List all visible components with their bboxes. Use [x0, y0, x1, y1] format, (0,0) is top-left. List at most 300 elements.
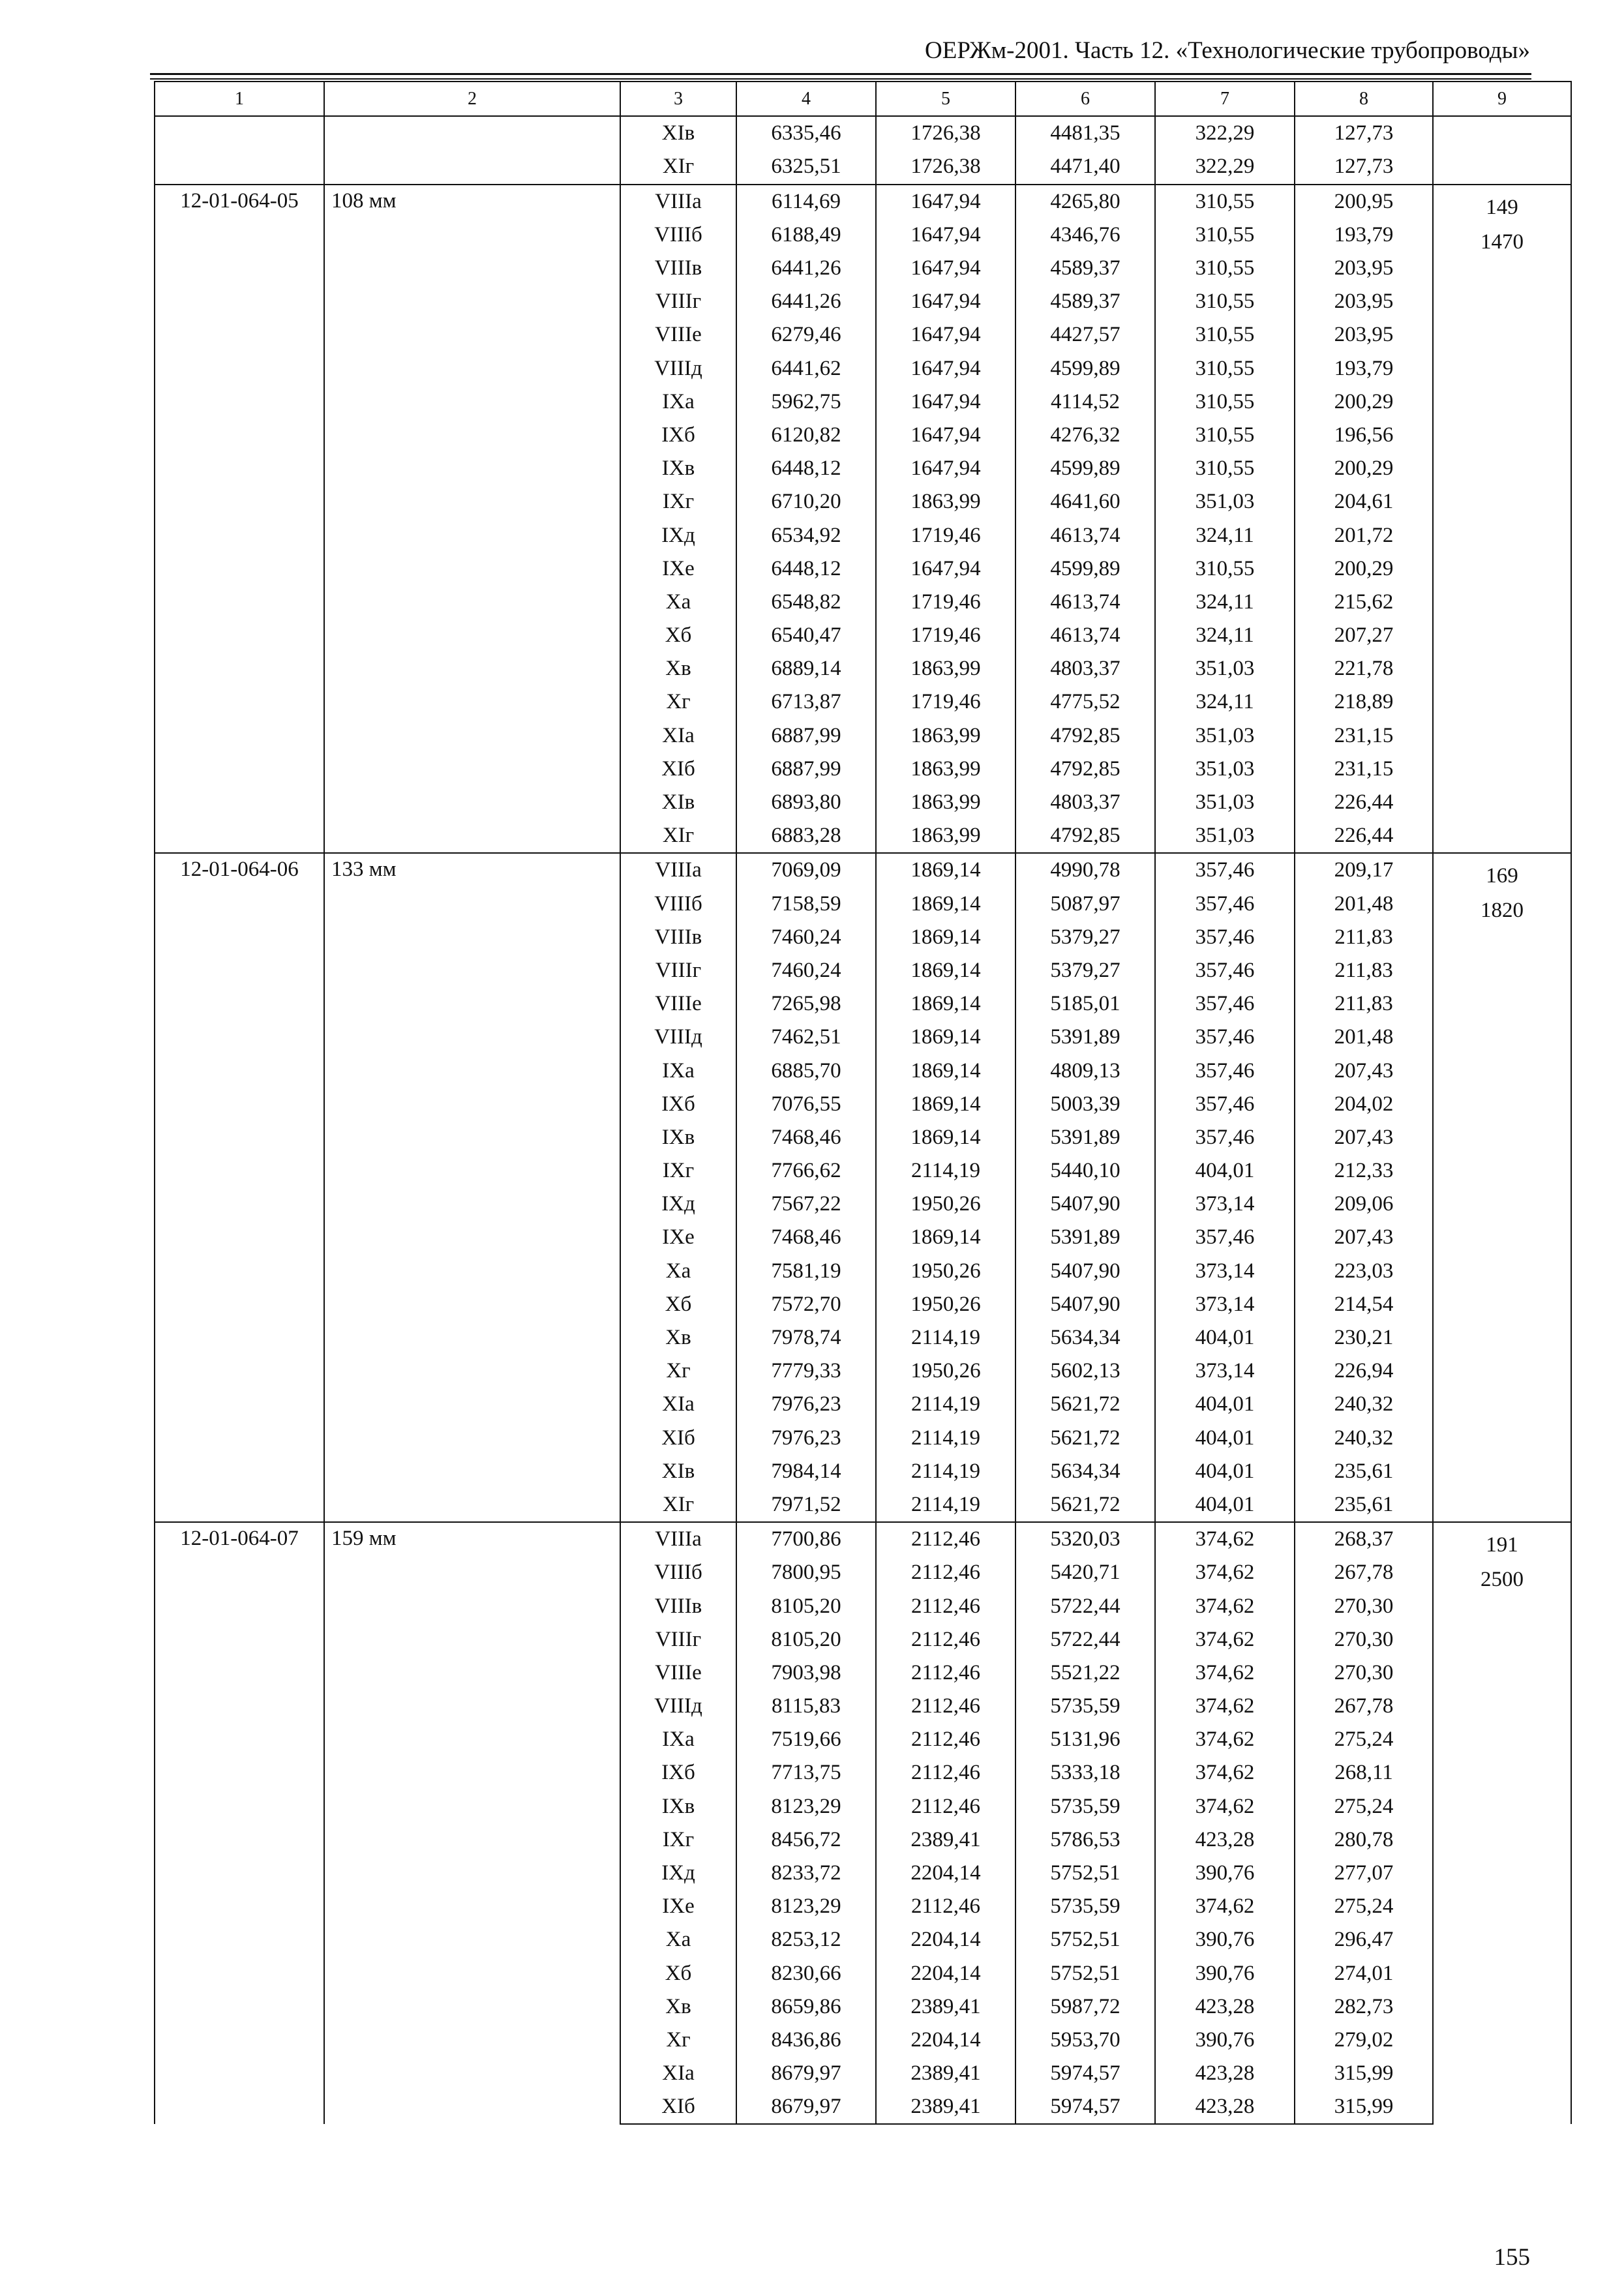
materials-cost: 223,03	[1295, 1255, 1433, 1288]
operator-wages: 404,01	[1155, 1422, 1295, 1455]
materials-cost: 270,30	[1295, 1656, 1433, 1690]
labor-wages: 1869,14	[876, 987, 1015, 1021]
column-number-row	[155, 82, 1571, 116]
materials-cost: 201,48	[1295, 1021, 1433, 1054]
pipe-category: IXб	[620, 1088, 736, 1121]
machine-costs: 5420,71	[1015, 1556, 1155, 1589]
materials-cost: 200,29	[1295, 385, 1433, 419]
labor-wages: 1647,94	[876, 552, 1015, 586]
machine-costs: 5974,57	[1015, 2057, 1155, 2090]
operator-wages: 374,62	[1155, 1890, 1295, 1923]
operator-wages: 423,28	[1155, 2090, 1295, 2124]
direct-costs: 7462,51	[736, 1021, 876, 1054]
labor-wages: 2204,14	[876, 1957, 1015, 1990]
page-header-title: ОЕРЖм-2001. Часть 12. «Технологические трубопроводы»	[925, 37, 1530, 64]
materials-cost: 240,32	[1295, 1422, 1433, 1455]
labor-wages: 1863,99	[876, 485, 1015, 518]
pipe-category: IXе	[620, 1221, 736, 1254]
operator-wages: 374,62	[1155, 1723, 1295, 1756]
machine-costs: 4599,89	[1015, 552, 1155, 586]
machine-costs: 4792,85	[1015, 753, 1155, 786]
direct-costs: 8123,29	[736, 1790, 876, 1823]
operator-wages: 310,55	[1155, 252, 1295, 285]
col-number: 8	[1295, 82, 1433, 116]
machine-costs: 5953,70	[1015, 2024, 1155, 2057]
operator-wages: 423,28	[1155, 2057, 1295, 2090]
pipe-category: VIIIв	[620, 1589, 736, 1623]
operator-wages: 374,62	[1155, 1623, 1295, 1656]
labor-wages: 2112,46	[876, 1723, 1015, 1756]
col-number: 1	[155, 82, 324, 116]
materials-cost: 315,99	[1295, 2057, 1433, 2090]
direct-costs: 6713,87	[736, 685, 876, 719]
operator-wages: 310,55	[1155, 419, 1295, 452]
operator-wages: 310,55	[1155, 452, 1295, 485]
labor-wages: 2112,46	[876, 1690, 1015, 1723]
machine-costs: 4775,52	[1015, 685, 1155, 719]
pipe-category: Xа	[620, 1255, 736, 1288]
pipe-diameter: 108 мм	[324, 185, 620, 854]
labor-wages: 2389,41	[876, 2057, 1015, 2090]
materials-cost: 207,43	[1295, 1121, 1433, 1154]
materials-cost: 231,15	[1295, 719, 1433, 753]
materials-cost: 226,44	[1295, 786, 1433, 819]
labor-wages: 2114,19	[876, 1488, 1015, 1522]
labor-wages: 2112,46	[876, 1522, 1015, 1556]
direct-costs: 6883,28	[736, 819, 876, 853]
operator-wages: 374,62	[1155, 1556, 1295, 1589]
direct-costs: 8679,97	[736, 2090, 876, 2124]
direct-costs: 7800,95	[736, 1556, 876, 1589]
pipe-category: XIб	[620, 2090, 736, 2124]
resource-norm-value: 2500	[1481, 1568, 1524, 1592]
machine-costs: 4599,89	[1015, 452, 1155, 485]
pipe-category: Xг	[620, 1354, 736, 1388]
labor-wages: 1719,46	[876, 586, 1015, 619]
header-rule	[150, 73, 1531, 75]
materials-cost: 226,44	[1295, 819, 1433, 853]
pipe-diameter-empty	[324, 116, 620, 184]
labor-wages: 1869,14	[876, 853, 1015, 887]
pipe-category: XIг	[620, 819, 736, 853]
pipe-category: Xб	[620, 1957, 736, 1990]
machine-costs: 4589,37	[1015, 285, 1155, 318]
operator-wages: 374,62	[1155, 1656, 1295, 1690]
operator-wages: 373,14	[1155, 1188, 1295, 1221]
pipe-category: VIIIб	[620, 218, 736, 252]
operator-wages: 310,55	[1155, 385, 1295, 419]
direct-costs: 7700,86	[736, 1522, 876, 1556]
pipe-category: VIIIе	[620, 318, 736, 352]
operator-wages: 374,62	[1155, 1522, 1295, 1556]
pipe-category: Xг	[620, 685, 736, 719]
table-body	[155, 82, 1571, 2124]
machine-costs: 5407,90	[1015, 1255, 1155, 1288]
machine-costs: 5379,27	[1015, 921, 1155, 954]
machine-costs: 5752,51	[1015, 1923, 1155, 1956]
materials-cost: 203,95	[1295, 285, 1433, 318]
labor-wages: 1869,14	[876, 1221, 1015, 1254]
direct-costs: 6887,99	[736, 753, 876, 786]
operator-wages: 374,62	[1155, 1790, 1295, 1823]
direct-costs: 7468,46	[736, 1121, 876, 1154]
labor-wages: 1863,99	[876, 819, 1015, 853]
pipe-category: VIIIг	[620, 1623, 736, 1656]
pipe-category: Xг	[620, 2024, 736, 2057]
labor-wages: 1863,99	[876, 652, 1015, 685]
labor-wages: 1869,14	[876, 1088, 1015, 1121]
machine-costs: 4276,32	[1015, 419, 1155, 452]
labor-wages: 2204,14	[876, 2024, 1015, 2057]
direct-costs: 7971,52	[736, 1488, 876, 1522]
operator-wages: 390,76	[1155, 1957, 1295, 1990]
col-number: 6	[1015, 82, 1155, 116]
machine-costs: 5752,51	[1015, 1957, 1155, 1990]
materials-cost: 203,95	[1295, 318, 1433, 352]
materials-cost: 207,43	[1295, 1054, 1433, 1087]
labor-wages: 1647,94	[876, 285, 1015, 318]
materials-cost: 221,78	[1295, 652, 1433, 685]
machine-costs: 5440,10	[1015, 1154, 1155, 1188]
machine-costs: 5621,72	[1015, 1488, 1155, 1522]
labor-wages: 2112,46	[876, 1556, 1015, 1589]
pipe-category: XIа	[620, 1388, 736, 1421]
pipe-category: IXв	[620, 452, 736, 485]
direct-costs: 6441,26	[736, 252, 876, 285]
materials-cost: 211,83	[1295, 921, 1433, 954]
labor-wages: 1726,38	[876, 150, 1015, 184]
machine-costs: 5379,27	[1015, 954, 1155, 987]
operator-wages: 351,03	[1155, 786, 1295, 819]
direct-costs: 6540,47	[736, 619, 876, 652]
materials-cost: 267,78	[1295, 1556, 1433, 1589]
materials-cost: 226,94	[1295, 1354, 1433, 1388]
operator-wages: 357,46	[1155, 1088, 1295, 1121]
materials-cost: 211,83	[1295, 987, 1433, 1021]
direct-costs: 6889,14	[736, 652, 876, 685]
operator-wages: 357,46	[1155, 1121, 1295, 1154]
resource-norm-value: 169	[1486, 864, 1518, 888]
materials-cost: 200,29	[1295, 552, 1433, 586]
operator-wages: 310,55	[1155, 318, 1295, 352]
pipe-category: VIIIе	[620, 987, 736, 1021]
labor-wages: 1869,14	[876, 954, 1015, 987]
col-number: 3	[620, 82, 736, 116]
pipe-category: IXв	[620, 1121, 736, 1154]
machine-costs: 4809,13	[1015, 1054, 1155, 1087]
operator-wages: 374,62	[1155, 1690, 1295, 1723]
pipe-category: IXб	[620, 419, 736, 452]
operator-wages: 357,46	[1155, 1221, 1295, 1254]
operator-wages: 324,11	[1155, 518, 1295, 552]
labor-wages: 1950,26	[876, 1255, 1015, 1288]
machine-costs: 5131,96	[1015, 1723, 1155, 1756]
direct-costs: 6548,82	[736, 586, 876, 619]
col-number: 4	[736, 82, 876, 116]
labor-wages: 2389,41	[876, 2090, 1015, 2124]
labor-wages: 1647,94	[876, 452, 1015, 485]
labor-wages: 1863,99	[876, 719, 1015, 753]
pipe-category: VIIIб	[620, 888, 736, 921]
materials-cost: 230,21	[1295, 1321, 1433, 1354]
materials-cost: 204,02	[1295, 1088, 1433, 1121]
pipe-category: XIа	[620, 719, 736, 753]
direct-costs: 6279,46	[736, 318, 876, 352]
table-row	[155, 853, 1571, 887]
operator-wages: 373,14	[1155, 1288, 1295, 1321]
machine-costs: 5185,01	[1015, 987, 1155, 1021]
materials-cost: 214,54	[1295, 1288, 1433, 1321]
operator-wages: 404,01	[1155, 1154, 1295, 1188]
pipe-category: XIв	[620, 116, 736, 150]
direct-costs: 8105,20	[736, 1623, 876, 1656]
direct-costs: 6441,62	[736, 352, 876, 385]
machine-costs: 4613,74	[1015, 518, 1155, 552]
operator-wages: 404,01	[1155, 1321, 1295, 1354]
materials-cost: 201,48	[1295, 888, 1433, 921]
pipe-category: XIв	[620, 1455, 736, 1488]
direct-costs: 7713,75	[736, 1756, 876, 1789]
materials-cost: 235,61	[1295, 1488, 1433, 1522]
pipe-category: VIIIг	[620, 954, 736, 987]
machine-costs: 5722,44	[1015, 1589, 1155, 1623]
labor-wages: 2204,14	[876, 1923, 1015, 1956]
pipe-category: VIIIд	[620, 1690, 736, 1723]
operator-wages: 357,46	[1155, 1021, 1295, 1054]
machine-costs: 5320,03	[1015, 1522, 1155, 1556]
labor-wages: 2389,41	[876, 1990, 1015, 2024]
operator-wages: 390,76	[1155, 1857, 1295, 1890]
direct-costs: 7158,59	[736, 888, 876, 921]
pipe-category: XIг	[620, 150, 736, 184]
labor-wages: 2112,46	[876, 1656, 1015, 1690]
machine-costs: 4427,57	[1015, 318, 1155, 352]
pipe-category: XIб	[620, 1422, 736, 1455]
machine-costs: 4599,89	[1015, 352, 1155, 385]
direct-costs: 7779,33	[736, 1354, 876, 1388]
materials-cost: 200,95	[1295, 185, 1433, 218]
pipe-category: IXа	[620, 385, 736, 419]
machine-costs: 5602,13	[1015, 1354, 1155, 1388]
operator-wages: 310,55	[1155, 352, 1295, 385]
pipe-category: XIа	[620, 2057, 736, 2090]
materials-cost: 218,89	[1295, 685, 1433, 719]
machine-costs: 5722,44	[1015, 1623, 1155, 1656]
machine-costs: 5786,53	[1015, 1823, 1155, 1857]
machine-costs: 5391,89	[1015, 1121, 1155, 1154]
labor-wages: 2112,46	[876, 1790, 1015, 1823]
direct-costs: 8115,83	[736, 1690, 876, 1723]
pipe-category: IXв	[620, 1790, 736, 1823]
direct-costs: 6325,51	[736, 150, 876, 184]
direct-costs: 7572,70	[736, 1288, 876, 1321]
pipe-category: IXе	[620, 1890, 736, 1923]
col-number: 9	[1433, 82, 1571, 116]
materials-cost: 280,78	[1295, 1823, 1433, 1857]
direct-costs: 7519,66	[736, 1723, 876, 1756]
machine-costs: 4114,52	[1015, 385, 1155, 419]
materials-cost: 296,47	[1295, 1923, 1433, 1956]
labor-wages: 1647,94	[876, 252, 1015, 285]
operator-wages: 423,28	[1155, 1823, 1295, 1857]
machine-costs: 4346,76	[1015, 218, 1155, 252]
operator-wages: 322,29	[1155, 150, 1295, 184]
pipe-category: Xб	[620, 1288, 736, 1321]
operator-wages: 351,03	[1155, 753, 1295, 786]
materials-cost: 275,24	[1295, 1890, 1433, 1923]
materials-cost: 215,62	[1295, 586, 1433, 619]
operator-wages: 324,11	[1155, 685, 1295, 719]
operator-wages: 374,62	[1155, 1756, 1295, 1789]
direct-costs: 7976,23	[736, 1422, 876, 1455]
materials-cost: 193,79	[1295, 218, 1433, 252]
pipe-category: IXе	[620, 552, 736, 586]
pipe-category: XIб	[620, 753, 736, 786]
operator-wages: 374,62	[1155, 1589, 1295, 1623]
direct-costs: 6448,12	[736, 552, 876, 586]
direct-costs: 6534,92	[736, 518, 876, 552]
labor-wages: 2389,41	[876, 1823, 1015, 1857]
direct-costs: 8230,66	[736, 1957, 876, 1990]
operator-wages: 390,76	[1155, 2024, 1295, 2057]
operator-wages: 322,29	[1155, 116, 1295, 150]
materials-cost: 275,24	[1295, 1723, 1433, 1756]
labor-wages: 1950,26	[876, 1354, 1015, 1388]
resource-norm	[1433, 853, 1571, 1522]
materials-cost: 270,30	[1295, 1589, 1433, 1623]
materials-cost: 277,07	[1295, 1857, 1433, 1890]
materials-cost: 275,24	[1295, 1790, 1433, 1823]
operator-wages: 357,46	[1155, 954, 1295, 987]
col-number: 2	[324, 82, 620, 116]
materials-cost: 268,11	[1295, 1756, 1433, 1789]
materials-cost: 201,72	[1295, 518, 1433, 552]
direct-costs: 8123,29	[736, 1890, 876, 1923]
materials-cost: 203,95	[1295, 252, 1433, 285]
pipe-category: VIIIв	[620, 921, 736, 954]
labor-wages: 1647,94	[876, 385, 1015, 419]
operator-wages: 357,46	[1155, 921, 1295, 954]
labor-wages: 2114,19	[876, 1455, 1015, 1488]
machine-costs: 5391,89	[1015, 1021, 1155, 1054]
machine-costs: 5521,22	[1015, 1656, 1155, 1690]
machine-costs: 4803,37	[1015, 652, 1155, 685]
machine-costs: 5407,90	[1015, 1188, 1155, 1221]
resource-norm-value: 1470	[1481, 230, 1524, 254]
operator-wages: 324,11	[1155, 619, 1295, 652]
pipe-category: IXа	[620, 1723, 736, 1756]
pipe-category: XIг	[620, 1488, 736, 1522]
direct-costs: 7976,23	[736, 1388, 876, 1421]
labor-wages: 2112,46	[876, 1890, 1015, 1923]
materials-cost: 196,56	[1295, 419, 1433, 452]
materials-cost: 231,15	[1295, 753, 1433, 786]
direct-costs: 6885,70	[736, 1054, 876, 1087]
labor-wages: 1950,26	[876, 1288, 1015, 1321]
pipe-category: Xа	[620, 1923, 736, 1956]
operator-wages: 351,03	[1155, 819, 1295, 853]
labor-wages: 2112,46	[876, 1756, 1015, 1789]
pipe-diameter: 159 мм	[324, 1522, 620, 2124]
operator-wages: 310,55	[1155, 285, 1295, 318]
operator-wages: 351,03	[1155, 719, 1295, 753]
labor-wages: 1869,14	[876, 1054, 1015, 1087]
labor-wages: 2114,19	[876, 1388, 1015, 1421]
machine-costs: 5407,90	[1015, 1288, 1155, 1321]
rate-code: 12-01-064-05	[155, 185, 324, 854]
machine-costs: 4803,37	[1015, 786, 1155, 819]
machine-costs: 4613,74	[1015, 586, 1155, 619]
materials-cost: 270,30	[1295, 1623, 1433, 1656]
labor-wages: 1726,38	[876, 116, 1015, 150]
resource-norm-value: 191	[1486, 1533, 1518, 1557]
direct-costs: 7984,14	[736, 1455, 876, 1488]
machine-costs: 5987,72	[1015, 1990, 1155, 2024]
direct-costs: 6441,26	[736, 285, 876, 318]
pipe-category: XIв	[620, 786, 736, 819]
machine-costs: 5003,39	[1015, 1088, 1155, 1121]
labor-wages: 1719,46	[876, 619, 1015, 652]
labor-wages: 1869,14	[876, 1121, 1015, 1154]
direct-costs: 6188,49	[736, 218, 876, 252]
table-row	[155, 185, 1571, 218]
materials-cost: 209,17	[1295, 853, 1433, 887]
direct-costs: 7069,09	[736, 853, 876, 887]
operator-wages: 351,03	[1155, 652, 1295, 685]
operator-wages: 310,55	[1155, 218, 1295, 252]
machine-costs: 4471,40	[1015, 150, 1155, 184]
materials-cost: 127,73	[1295, 116, 1433, 150]
pipe-category: Xв	[620, 1321, 736, 1354]
materials-cost: 204,61	[1295, 485, 1433, 518]
col-number: 5	[876, 82, 1015, 116]
machine-costs: 5634,34	[1015, 1321, 1155, 1354]
labor-wages: 1719,46	[876, 685, 1015, 719]
machine-costs: 5391,89	[1015, 1221, 1155, 1254]
direct-costs: 7265,98	[736, 987, 876, 1021]
operator-wages: 404,01	[1155, 1388, 1295, 1421]
machine-costs: 5621,72	[1015, 1388, 1155, 1421]
materials-cost: 212,33	[1295, 1154, 1433, 1188]
pipe-category: VIIIд	[620, 352, 736, 385]
direct-costs: 7581,19	[736, 1255, 876, 1288]
direct-costs: 7460,24	[736, 921, 876, 954]
machine-costs: 4613,74	[1015, 619, 1155, 652]
materials-cost: 282,73	[1295, 1990, 1433, 2024]
resource-norm	[1433, 1522, 1571, 2124]
materials-cost: 267,78	[1295, 1690, 1433, 1723]
labor-wages: 1647,94	[876, 318, 1015, 352]
direct-costs: 6120,82	[736, 419, 876, 452]
materials-cost: 315,99	[1295, 2090, 1433, 2124]
materials-cost: 207,43	[1295, 1221, 1433, 1254]
pipe-category: VIIIб	[620, 1556, 736, 1589]
pipe-category: IXб	[620, 1756, 736, 1789]
pipe-category: IXд	[620, 1857, 736, 1890]
operator-wages: 351,03	[1155, 485, 1295, 518]
operator-wages: 373,14	[1155, 1354, 1295, 1388]
direct-costs: 8456,72	[736, 1823, 876, 1857]
operator-wages: 310,55	[1155, 552, 1295, 586]
machine-costs: 5752,51	[1015, 1857, 1155, 1890]
materials-cost: 127,73	[1295, 150, 1433, 184]
operator-wages: 357,46	[1155, 853, 1295, 887]
labor-wages: 1647,94	[876, 419, 1015, 452]
operator-wages: 404,01	[1155, 1488, 1295, 1522]
pipe-diameter: 133 мм	[324, 853, 620, 1522]
labor-wages: 2112,46	[876, 1589, 1015, 1623]
machine-costs: 4792,85	[1015, 719, 1155, 753]
